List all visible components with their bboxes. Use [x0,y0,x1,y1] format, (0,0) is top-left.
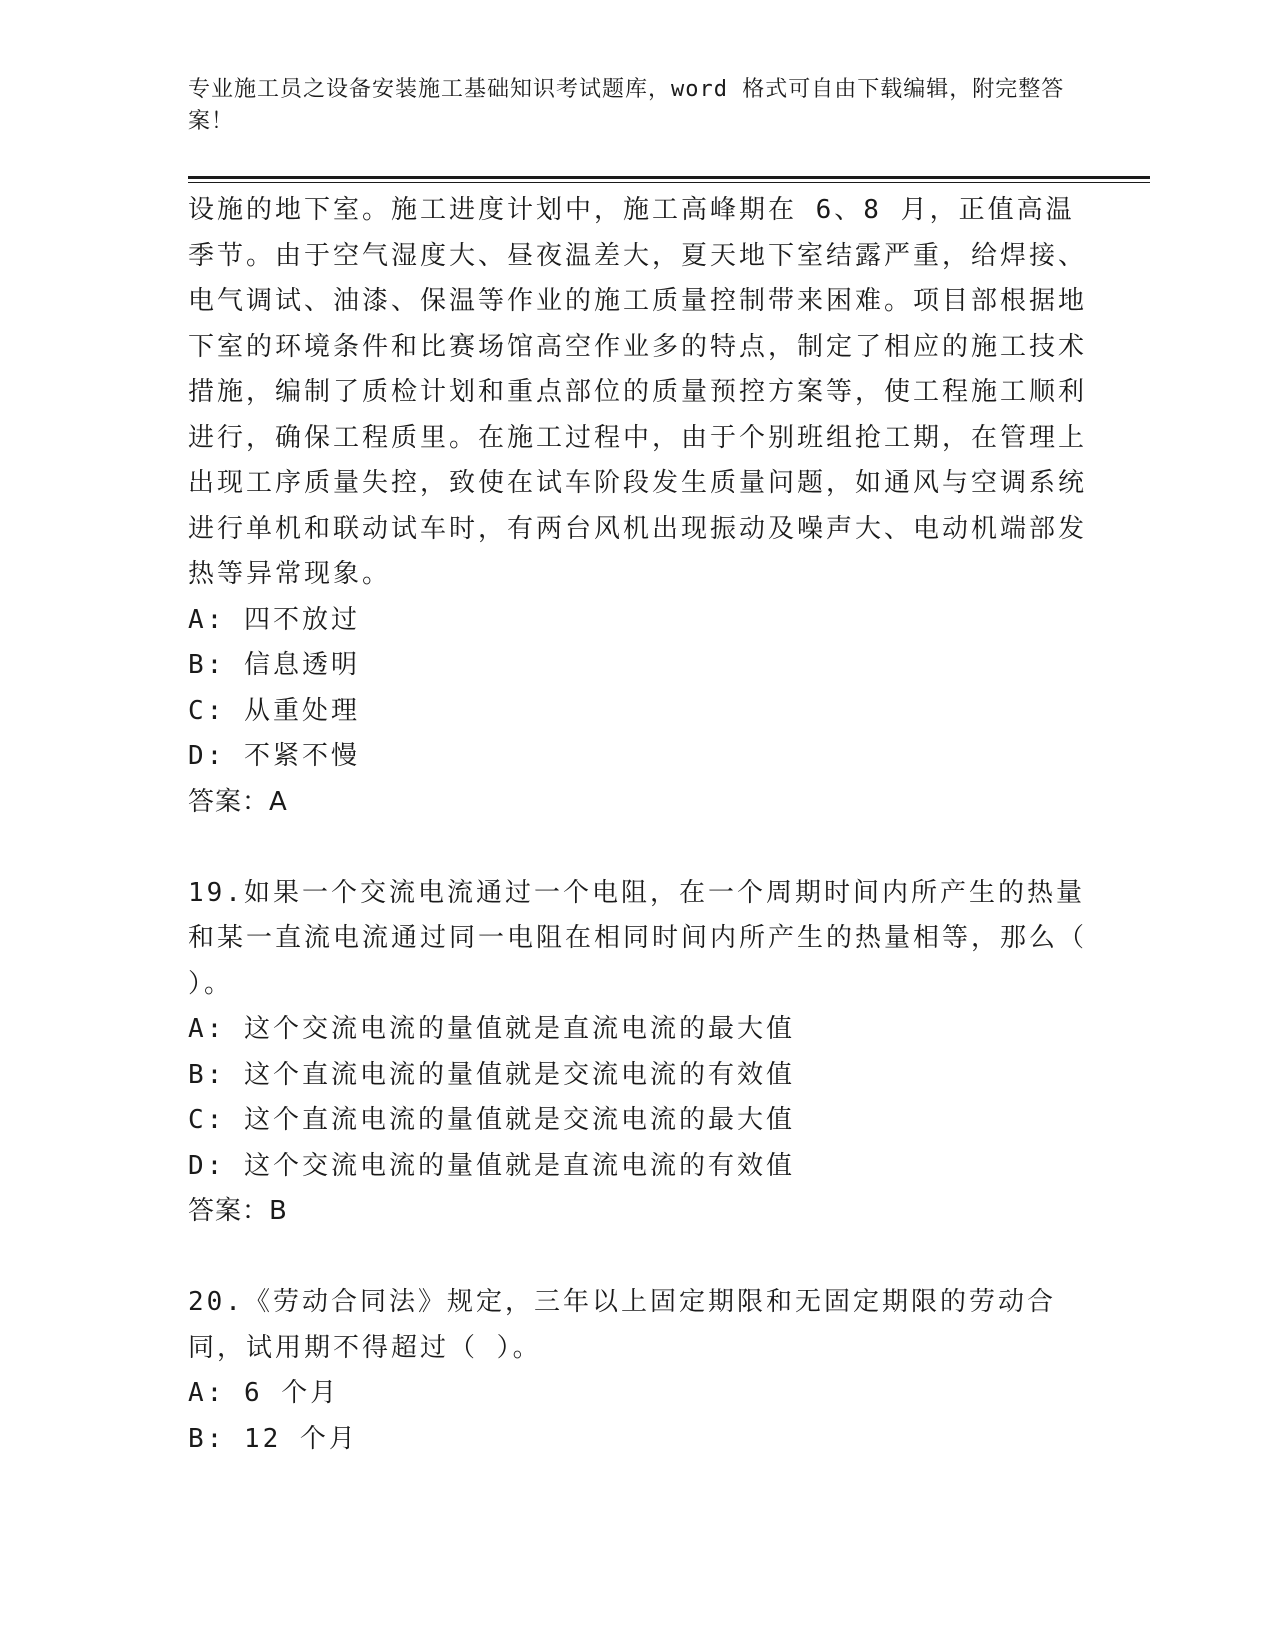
header-divider-thin [188,182,1150,183]
question-spacer [188,1235,1088,1281]
question-19-option-a: A: 这个交流电流的量值就是直流电流的最大值 [188,1014,795,1044]
header-title: 专业施工员之设备安装施工基础知识考试题库，word 格式可自由下载编辑，附完整答案！ [188,77,1065,134]
question-20-option-b: B: 12 个月 [188,1423,358,1454]
question-20 [188,1280,1088,1462]
question-19-option-c: C: 这个直流电流的量值就是交流电流的最大值 [188,1105,795,1135]
header-divider-thick [188,176,1150,179]
question-18-stem-continuation: 设施的地下室。施工进度计划中，施工高峰期在 6、8 月，正值高温季节。由于空气湿度大、昼夜温差大，夏天地下室结露严重，给焊接、电气调试、油漆、保温等作业的施工质量控制带来困难。项目部根据地下室的环境条件和比赛场馆高空作业多的特点，制定了相应的施工技术措施，编制了质检计划和重点部位的质量预控方案等，使工程施工顺利进行，确保工程质里。在施工过程中，由于个别班组抢工期，在管理上出现工序质量失控，致使在试车阶段发生质量问题，如通风与空调系统进行单机和联动试车时，有两台风机出现振动及噪声大、电动机端部发热等异常现象。 [188,195,1088,589]
question-19 [188,871,1088,1235]
question-18-answer: 答案：A [188,786,288,817]
question-content [188,188,1088,1462]
question-19-stem: 19.如果一个交流电流通过一个电阻，在一个周期时间内所产生的热量和某一直流电流通过同一电阻在相同时间内所产生的热量相等，那么（ ）。 [188,877,1088,999]
question-19-option-b: B: 这个直流电流的量值就是交流电流的有效值 [188,1059,795,1090]
question-18-option-d: D: 不紧不慢 [188,741,360,771]
question-20-stem: 20.《劳动合同法》规定，三年以上固定期限和无固定期限的劳动合同，试用期不得超过（ ）。 [188,1287,1056,1363]
question-19-answer: 答案：B [188,1196,288,1226]
question-spacer [188,825,1088,871]
question-18-option-b: B: 信息透明 [188,650,360,680]
question-20-option-a: A: 6 个月 [188,1378,340,1408]
question-18 [188,188,1088,825]
page-header [188,74,1068,138]
question-18-option-a: A: 四不放过 [188,604,360,635]
question-19-option-d: D: 这个交流电流的量值就是直流电流的有效值 [188,1150,795,1181]
question-18-option-c: C: 从重处理 [188,695,360,726]
